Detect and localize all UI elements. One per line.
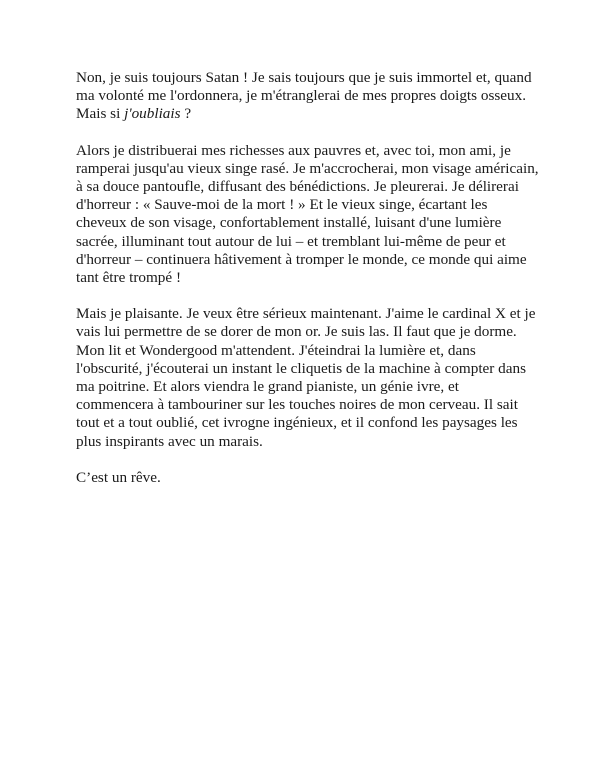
text-line: tout et a tout oublié, cet ivrogne ingénieux, et il confond les paysages les xyxy=(76,414,518,432)
text-line: ramperai jusqu'au vieux singe rasé. Je m'accrocherai, mon visage américain, xyxy=(76,159,539,177)
text-line: d'horreur – continuera hâtivement à tromper le monde, ce monde qui aime xyxy=(76,250,527,268)
text-line: tant être trompé ! xyxy=(76,269,181,287)
text-line: Mon lit et Wondergood m'attendent. J'éteindrai la lumière et, dans xyxy=(76,341,476,359)
text-line: Alors je distribuerai mes richesses aux pauvres et, avec toi, mon ami, je xyxy=(76,141,511,159)
text-fragment: Mais si xyxy=(76,105,125,123)
text-line: commencera à tambouriner sur les touches noires de mon cerveau. Il sait xyxy=(76,396,518,414)
text-line: Non, je suis toujours Satan ! Je sais toujours que je suis immortel et, quand xyxy=(76,69,532,86)
document-page xyxy=(76,69,539,505)
text-line: cheveux de son visage, confortablement installé, luisant d'une lumière xyxy=(76,214,502,232)
paragraph-1 xyxy=(76,69,536,124)
text-line xyxy=(76,105,536,123)
text-line: à sa douce pantoufle, diffusant des bénédictions. Je pleurerai. Je délirerai xyxy=(76,178,519,196)
paragraph-2 xyxy=(76,141,539,288)
text-line: d'horreur : « Sauve-moi de la mort ! » Et le vieux singe, écartant les xyxy=(76,196,488,214)
text-line: Mais je plaisante. Je veux être sérieux maintenant. J'aime le cardinal X et je xyxy=(76,305,536,323)
text-line: ma poitrine. Et alors viendra le grand pianiste, un génie ivre, et xyxy=(76,378,459,396)
text-line: C’est un rêve. xyxy=(76,468,161,486)
text-fragment: ? xyxy=(180,105,192,123)
text-line: sacrée, illuminant tout autour de lui – et tremblant lui-même de peur et xyxy=(76,232,506,250)
text-line: vais lui permettre de se dorer de mon or. Je suis las. Il faut que je dorme. xyxy=(76,323,517,341)
italic-word: j'oubliais xyxy=(124,105,181,123)
text-line: l'obscurité, j'écouterai un instant le cliquetis de la machine à compter dans xyxy=(76,359,526,377)
text-line: plus inspirants avec un marais. xyxy=(76,432,263,450)
paragraph-4 xyxy=(76,469,536,487)
paragraph-3 xyxy=(76,305,536,451)
text-line: ma volonté me l'ordonnera, je m'étranglerai de mes propres doigts osseux. xyxy=(76,87,527,105)
